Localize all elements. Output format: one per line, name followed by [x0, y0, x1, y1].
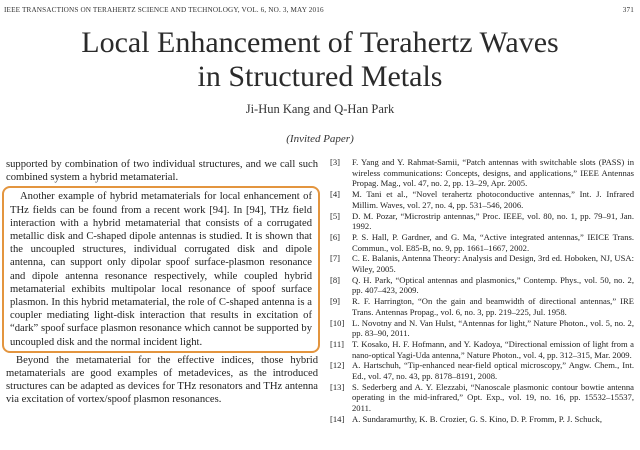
- reference-number: [4]: [330, 189, 341, 200]
- journal-name: IEEE TRANSACTIONS ON TERAHERTZ SCIENCE AND TECHNOLOGY, VOL. 6, NO. 3, MAY 2016: [4, 6, 324, 14]
- reference-item: [330, 253, 634, 274]
- reference-item: [330, 339, 634, 360]
- reference-item: [330, 211, 634, 232]
- reference-text: Q. H. Park, “Optical antennas and plasmonics,” Contemp. Phys., vol. 50, no. 2, pp. 407–423, 2009.: [352, 274, 634, 296]
- reference-item: [330, 318, 634, 339]
- highlighted-paragraph: Another example of hybrid metamaterials for local enhancement of THz fields can be found from a recent work [94]. In [94], THz field interaction with a hybrid metamaterial that consists of a corrugated metallic disk and C-shaped dipole antennas is studied. It is shown that the uncoupled structures, individual corrugated disk and dipole antenna, can support only dipolar spoof surface-plasmon resonance and dipole antenna resonance respectively, while coupled hybrid metamaterial exhibits multipolar local resonance of spoof surface plasmon. In this hybrid metamaterial, the role of C-shaped antenna is a coupler mediating light-disk interaction that results in excitation of “dark” spoof surface plasmon resonance which cannot be supported by uncoupled disk and the normal incident light.: [10, 191, 312, 348]
- paper-title: [0, 26, 640, 94]
- reference-text: C. E. Balanis, Antenna Theory: Analysis and Design, 3rd ed. Hoboken, NJ, USA: Wiley, 2005.: [352, 253, 634, 275]
- reference-number: [12]: [330, 360, 345, 371]
- following-paragraph: Beyond the metamaterial for the effective indices, those hybrid metamaterials are good examples of metadevices, as the introduced structures can be adapted as devices for THz resonators and THz antenna via excitation of vortex/spoof plasmon resonances.: [6, 354, 318, 406]
- left-column: [6, 158, 318, 407]
- reference-text: D. M. Pozar, “Microstrip antennas,” Proc. IEEE, vol. 80, no. 1, pp. 79–91, Jan. 1992.: [352, 210, 634, 232]
- reference-item: [330, 414, 634, 425]
- reference-number: [7]: [330, 253, 341, 264]
- reference-item: [330, 275, 634, 296]
- reference-text: A. Sundaramurthy, K. B. Crozier, G. S. Kino, D. P. Fromm, P. J. Schuck,: [352, 413, 602, 424]
- paper-type-label: (Invited Paper): [286, 133, 354, 145]
- page-number: 371: [622, 6, 634, 14]
- reference-text: P. S. Hall, P. Gardner, and G. Ma, “Active integrated antennas,” IEICE Trans. Commun., vol. E85-B, no. 9, pp. 1661–1667, 2002.: [352, 231, 634, 253]
- reference-item: [330, 296, 634, 317]
- reference-number: [9]: [330, 296, 341, 307]
- intro-paragraph: supported by combination of two individual structures, and we call such combined system a hybrid metamaterial.: [6, 159, 318, 184]
- author-list: Ji-Hun Kang and Q-Han Park: [245, 102, 395, 116]
- reference-number: [10]: [330, 317, 345, 328]
- reference-text: A. Hartschuh, “Tip-enhanced near-field optical microscopy,” Angw. Chem., Int. Ed., vol. 47, no. 43, pp. 8178–8191, 2008.: [352, 360, 634, 382]
- reference-text: S. Sederberg and A. Y. Elezzabi, “Nanoscale plasmonic contour bowtie antenna operating in the mid-infrared,” Opt. Exp., vol. 19, no. 16, pp. 15532–15537, 2011.: [352, 381, 634, 414]
- title-line-2: in Structured Metals: [197, 60, 443, 93]
- reference-number: [3]: [330, 157, 341, 167]
- title-line-1: Local Enhancement of Terahertz Waves: [81, 26, 559, 59]
- reference-number: [13]: [330, 381, 345, 392]
- reference-text: F. Yang and Y. Rahmat-Samii, “Patch antennas with switchable slots (PASS) in wireless communications: Concepts, designs, and applications,” IEEE Antennas Propag. Mag., vol. 47, no. 2, pp. 13–29, Apr. 2005.: [352, 157, 634, 189]
- reference-item: [330, 232, 634, 253]
- title-block: [0, 26, 640, 145]
- reference-number: [6]: [330, 231, 341, 242]
- reference-text: T. Kosako, H. F. Hofmann, and Y. Kadoya, “Directional emission of light from a nano-optical Yagi-Uda antenna,” Nature Photon., vol. 4, pp. 312–315, Mar. 2009.: [352, 338, 634, 360]
- reference-number: [8]: [330, 274, 341, 285]
- reference-number: [14]: [330, 413, 345, 424]
- highlight-box: [2, 186, 320, 352]
- reference-number: [11]: [330, 338, 344, 349]
- reference-text: M. Tani et al., “Novel terahertz photoconductive antennas,” Int. J. Infrared Millim. Waves, vol. 27, no. 4, pp. 531–546, 2006.: [352, 189, 634, 210]
- running-header: [4, 4, 634, 18]
- reference-item: [330, 157, 634, 189]
- reference-list: [330, 157, 634, 425]
- reference-text: R. F. Harrington, “On the gain and beamwidth of directional antennas,” IRE Trans. Antennas Propag., vol. 6, no. 3, pp. 219–225, Jul. 1958.: [352, 296, 634, 317]
- reference-item: [330, 189, 634, 210]
- reference-text: L. Novotny and N. Van Hulst, “Antennas for light,” Nature Photon., vol. 5, no. 2, pp. 83–90, 2011.: [352, 317, 634, 339]
- reference-item: [330, 382, 634, 414]
- reference-item: [330, 360, 634, 381]
- reference-number: [5]: [330, 210, 341, 221]
